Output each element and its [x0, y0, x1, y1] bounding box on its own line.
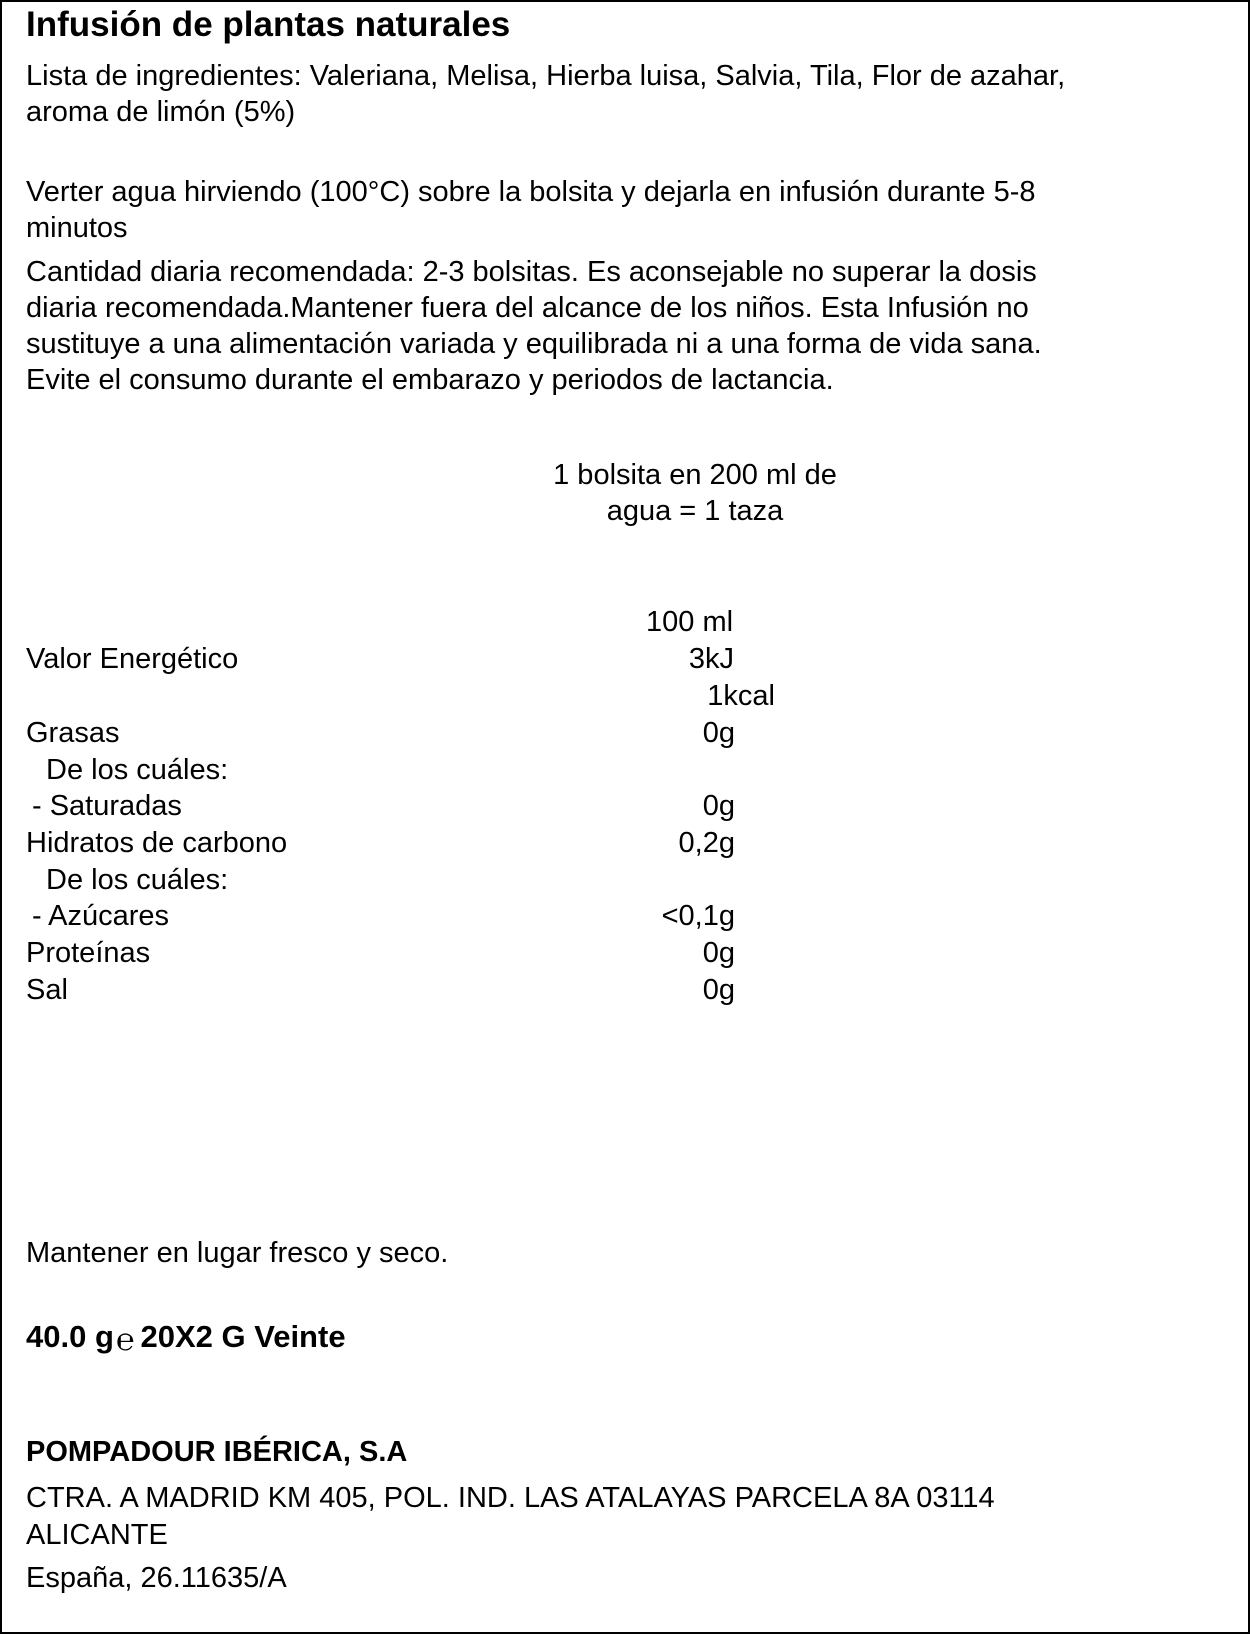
ingredients-line-2: aroma de limón (5%) [26, 96, 296, 128]
nutrition-value-protein: 0g [702, 937, 735, 969]
nutrition-label-fat: Grasas [26, 717, 120, 749]
serving-line-1: 1 bolsita en 200 ml de [553, 459, 837, 491]
nutrition-value-kj: 3kJ [688, 643, 734, 675]
ingredients-line-1: Lista de ingredientes: Valeriana, Melisa, Hierba luisa, Salvia, Tila, Flor de azahar, [26, 60, 1066, 92]
warning-line-3: sustituye a una alimentación variada y equilibrada ni a una forma de vida sana. [26, 328, 1042, 360]
estimated-sign-icon: ℮ [115, 1322, 135, 1357]
storage-instruction: Mantener en lugar fresco y seco. [26, 1237, 449, 1269]
nutrition-label-of-which-2: De los cuáles: [46, 864, 229, 896]
net-weight-pack: 20X2 G Veinte [140, 1319, 346, 1354]
nutrition-label-of-which-1: De los cuáles: [46, 754, 229, 786]
preparation-line-1: Verter agua hirviendo (100°C) sobre la bolsita y dejarla en infusión durante 5-8 [26, 176, 1036, 208]
nutrition-value-fat: 0g [702, 717, 735, 749]
company-address-line-1: CTRA. A MADRID KM 405, POL. IND. LAS ATALAYAS PARCELA 8A 03114 [26, 1482, 995, 1514]
nutrition-label-saturates: - Saturadas [32, 790, 182, 822]
nutrition-label-salt: Sal [26, 974, 68, 1006]
nutrition-value-salt: 0g [702, 974, 735, 1006]
warning-line-2: diaria recomendada.Mantener fuera del alcance de los niños. Esta Infusión no [26, 292, 1029, 324]
serving-line-2: agua = 1 taza [606, 495, 784, 527]
warning-line-1: Cantidad diaria recomendada: 2-3 bolsitas. Es aconsejable no superar la dosis [26, 256, 1037, 288]
nutrition-label-carbs: Hidratos de carbono [26, 827, 288, 859]
nutrition-value-kcal: 1kcal [707, 680, 775, 712]
nutrition-label-energy: Valor Energético [26, 643, 239, 675]
nutrition-value-saturates: 0g [702, 790, 735, 822]
preparation-line-2: minutos [26, 212, 128, 244]
company-country-registry: España, 26.11635/A [26, 1562, 287, 1594]
product-title: Infusión de plantas naturales [26, 5, 511, 44]
nutrition-value-sugars: <0,1g [661, 900, 735, 932]
net-weight-amount: 40.0 g [26, 1319, 114, 1354]
company-address-line-2: ALICANTE [26, 1519, 168, 1551]
net-weight [26, 1318, 346, 1358]
nutrition-value-carbs: 0,2g [678, 827, 735, 859]
warning-line-4: Evite el consumo durante el embarazo y periodos de lactancia. [26, 364, 834, 396]
nutrition-column-header: 100 ml [646, 606, 734, 638]
company-name: POMPADOUR IBÉRICA, S.A [26, 1436, 408, 1468]
nutrition-label-sugars: - Azúcares [32, 900, 169, 932]
nutrition-label-protein: Proteínas [26, 937, 151, 969]
